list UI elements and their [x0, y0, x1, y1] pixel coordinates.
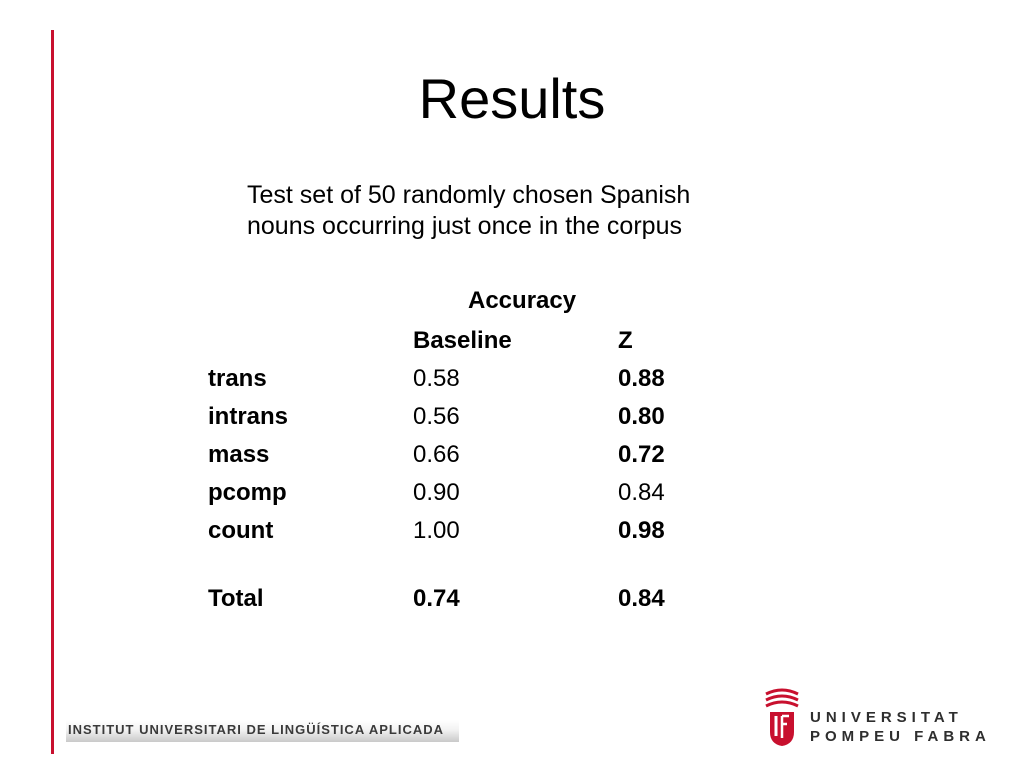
upf-name — [810, 708, 991, 746]
baseline-cell: 0.66 — [413, 441, 460, 468]
row-label: intrans — [208, 403, 289, 430]
z-cell: 0.84 — [618, 479, 665, 506]
total-z: 0.84 — [618, 585, 665, 612]
row-label: trans — [208, 365, 267, 392]
row-label: count — [208, 517, 274, 544]
subtitle-line: Test set of 50 randomly chosen Spanish — [247, 181, 691, 209]
total-label: Total — [208, 585, 264, 612]
spacer-cell — [413, 550, 618, 580]
table-header-row — [208, 322, 698, 360]
z-cell: 0.72 — [618, 441, 665, 468]
baseline-cell: 0.90 — [413, 479, 460, 506]
upf-logo — [762, 686, 991, 750]
table-row — [208, 512, 698, 550]
slide-title: Results — [418, 67, 606, 130]
total-row — [208, 580, 698, 618]
z-cell: 0.80 — [618, 403, 665, 430]
table-row — [208, 360, 698, 398]
baseline-cell: 1.00 — [413, 517, 460, 544]
baseline-cell: 0.56 — [413, 403, 460, 430]
table-row — [208, 436, 698, 474]
z-cell: 0.88 — [618, 365, 665, 392]
header-baseline: Baseline — [413, 327, 512, 354]
spacer-cell — [618, 550, 698, 580]
table-spacer — [208, 550, 698, 580]
row-label: mass — [208, 441, 270, 468]
slide-subtitle — [247, 180, 787, 242]
baseline-cell: 0.58 — [413, 365, 460, 392]
institute-banner — [66, 720, 459, 742]
table-row — [208, 398, 698, 436]
upf-line: POMPEU FABRA — [810, 728, 991, 745]
upf-line: UNIVERSITAT — [810, 709, 963, 726]
accent-bar — [51, 30, 54, 754]
row-label: pcomp — [208, 479, 287, 506]
z-cell: 0.98 — [618, 517, 665, 544]
spacer-cell — [208, 550, 413, 580]
accuracy-header: Accuracy — [468, 287, 577, 314]
header-empty — [208, 322, 413, 360]
subtitle-line: nouns occurring just once in the corpus — [247, 212, 682, 240]
results-table — [208, 322, 698, 618]
institute-name: INSTITUT UNIVERSITARI DE LINGÜÍSTICA APLICADA — [68, 722, 445, 737]
total-baseline: 0.74 — [413, 585, 460, 612]
table-row — [208, 474, 698, 512]
upf-emblem-icon — [762, 686, 802, 748]
header-z: Z — [618, 327, 633, 354]
